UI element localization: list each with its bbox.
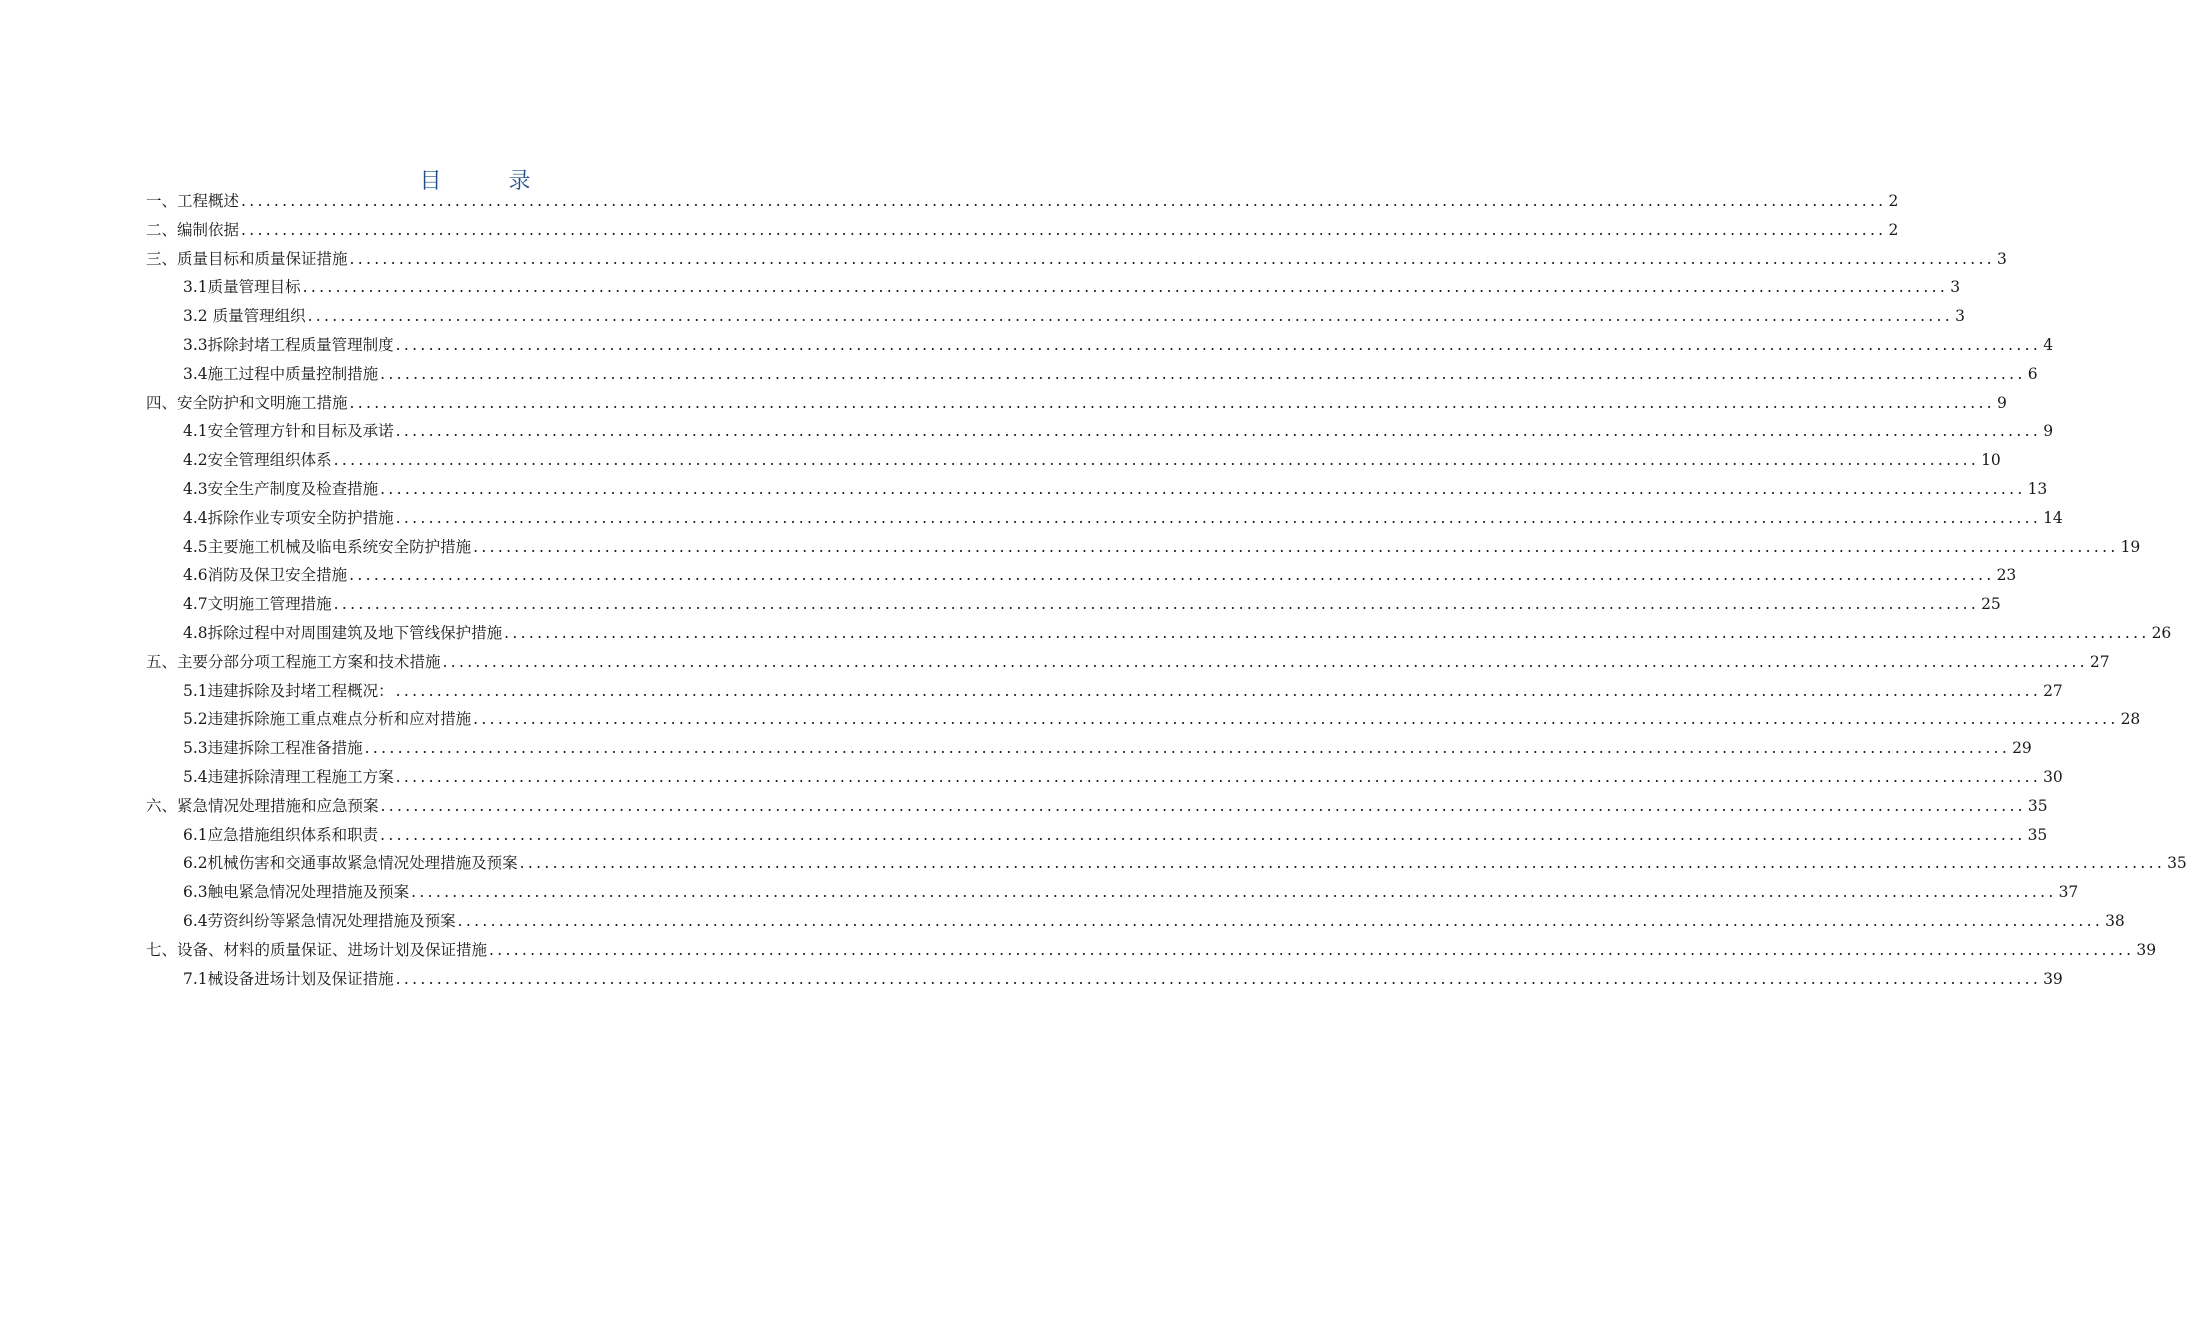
toc-entry-label: 二、编制依据 (146, 220, 240, 239)
toc-entry-label: 7.1械设备进场计划及保证措施 (183, 969, 394, 988)
toc-dot-leader: ........................................................................................................................................................................................................ (380, 479, 2026, 498)
toc-entry-page-number: 25 (1981, 595, 2001, 614)
toc-entry-page-number: 28 (2120, 710, 2141, 729)
toc-dot-leader: ........................................................................................................................................................................................................ (489, 940, 2135, 959)
toc-entry-page-number: 9 (2043, 422, 2054, 441)
toc-dot-leader: ........................................................................................................................................................................................................ (307, 307, 1953, 326)
table-of-contents (146, 187, 2187, 993)
toc-dot-leader: ........................................................................................................................................................................................................ (395, 767, 2042, 786)
toc-entry[interactable] (146, 360, 2038, 389)
toc-entry-page-number: 23 (1996, 566, 2017, 585)
toc-entry-label: 3.3拆除封堵工程质量管理制度 (183, 335, 394, 354)
toc-entry-page-number: 35 (2027, 825, 2048, 844)
toc-entry-label: 6.1应急措施组织体系和职责 (183, 825, 379, 844)
toc-entry-page-number: 3 (1997, 249, 2007, 268)
toc-dot-leader: ........................................................................................................................................................................................................ (380, 364, 2026, 383)
toc-dot-leader: ........................................................................................................................................................................................................ (504, 623, 2150, 642)
toc-entry-label: 5.2违建拆除施工重点难点分析和应对措施 (183, 710, 472, 729)
toc-entry-label: 六、紧急情况处理措施和应急预案 (146, 796, 379, 815)
toc-entry-page-number: 37 (2058, 883, 2079, 902)
toc-entry-page-number: 38 (2105, 911, 2125, 930)
toc-entry[interactable] (146, 907, 2125, 936)
toc-entry[interactable] (146, 216, 1899, 245)
toc-entry-label: 5.4违建拆除清理工程施工方案 (183, 767, 394, 786)
toc-dot-leader: ........................................................................................................................................................................................................ (442, 652, 2088, 671)
toc-entry-page-number: 14 (2043, 508, 2063, 527)
toc-entry-label: 4.6消防及保卫安全措施 (183, 566, 348, 585)
toc-entry-label: 6.4劳资纠纷等紧急情况处理措施及预案 (183, 911, 456, 930)
toc-entry-label: 一、工程概述 (146, 192, 240, 210)
toc-entry[interactable] (146, 734, 2032, 763)
toc-entry-label: 4.5主要施工机械及临电系统安全防护措施 (183, 537, 472, 556)
toc-dot-leader: ........................................................................................................................................................................................................ (333, 451, 1980, 470)
toc-dot-leader: ........................................................................................................................................................................................................ (349, 566, 1995, 585)
toc-entry-label: 3.2 质量管理组织 (183, 307, 306, 326)
toc-dot-leader: ........................................................................................................................................................................................................ (333, 595, 1980, 614)
toc-entry[interactable] (146, 849, 2187, 878)
toc-entry-label: 6.3触电紧急情况处理措施及预案 (183, 883, 410, 902)
toc-entry-label: 四、安全防护和文明施工措施 (146, 393, 348, 412)
toc-entry-page-number: 35 (2167, 854, 2187, 873)
toc-entry-label: 5.1违建拆除及封堵工程概况： (183, 681, 394, 700)
toc-dot-leader: ........................................................................................................................................................................................................ (380, 796, 2026, 815)
toc-dot-leader: ........................................................................................................................................................................................................ (364, 739, 2011, 758)
toc-entry[interactable] (146, 821, 2048, 850)
toc-title: 目 录 (419, 168, 561, 194)
toc-entry-label: 4.8拆除过程中对周围建筑及地下管线保护措施 (183, 623, 503, 642)
toc-entry-page-number: 9 (1997, 393, 2007, 412)
toc-entry-label: 6.2机械伤害和交通事故紧急情况处理措施及预案 (183, 854, 518, 873)
toc-entry[interactable] (146, 533, 2141, 562)
toc-entry-label: 4.2安全管理组织体系 (183, 451, 332, 470)
toc-entry[interactable] (146, 561, 2017, 590)
toc-entry-page-number: 27 (2089, 652, 2110, 671)
toc-entry[interactable] (146, 245, 2007, 274)
toc-dot-leader: ........................................................................................................................................................................................................ (380, 825, 2026, 844)
toc-entry-page-number: 10 (1981, 451, 2001, 470)
toc-dot-leader: ........................................................................................................................................................................................................ (302, 278, 1949, 297)
toc-entry-page-number: 26 (2151, 623, 2172, 642)
toc-entry[interactable] (146, 417, 2054, 446)
toc-entry-label: 5.3违建拆除工程准备措施 (183, 739, 363, 758)
toc-entry-page-number: 3 (1955, 307, 1965, 326)
toc-entry-page-number: 39 (2043, 969, 2063, 988)
toc-entry-label: 五、主要分部分项工程施工方案和技术措施 (146, 652, 441, 671)
toc-entry-page-number: 6 (2027, 364, 2038, 383)
toc-entry[interactable] (146, 446, 2001, 475)
toc-entry-page-number: 4 (2043, 335, 2054, 354)
toc-entry[interactable] (146, 936, 2157, 965)
toc-dot-leader: ........................................................................................................................................................................................................ (395, 969, 2042, 988)
toc-entry-page-number: 2 (1888, 192, 1899, 210)
toc-entry-page-number: 13 (2027, 479, 2048, 498)
toc-entry[interactable] (146, 590, 2001, 619)
toc-entry-page-number: 35 (2027, 796, 2048, 815)
toc-entry[interactable] (146, 648, 2110, 677)
toc-dot-leader: ........................................................................................................................................................................................................ (457, 911, 2104, 930)
toc-dot-leader: ........................................................................................................................................................................................................ (395, 508, 2042, 527)
toc-entry-label: 3.1质量管理目标 (183, 278, 301, 297)
toc-entry-label: 三、质量目标和质量保证措施 (146, 249, 348, 268)
toc-entry-page-number: 39 (2136, 940, 2157, 959)
toc-entry[interactable] (146, 792, 2048, 821)
toc-dot-leader: ........................................................................................................................................................................................................ (241, 192, 1887, 210)
toc-entry[interactable] (146, 677, 2063, 706)
toc-dot-leader: ........................................................................................................................................................................................................ (395, 681, 2042, 700)
toc-entry[interactable] (146, 302, 1965, 331)
toc-entry-page-number: 3 (1950, 278, 1961, 297)
toc-dot-leader: ........................................................................................................................................................................................................ (395, 335, 2042, 354)
toc-entry-label: 4.1安全管理方针和目标及承诺 (183, 422, 394, 441)
toc-dot-leader: ........................................................................................................................................................................................................ (473, 537, 2119, 556)
toc-entry[interactable] (146, 878, 2079, 907)
toc-entry-page-number: 27 (2043, 681, 2063, 700)
toc-entry-page-number: 2 (1888, 220, 1899, 239)
toc-entry[interactable] (146, 504, 2063, 533)
toc-entry-page-number: 29 (2012, 739, 2032, 758)
toc-dot-leader: ........................................................................................................................................................................................................ (349, 393, 1995, 412)
toc-entry-label: 4.3安全生产制度及检查措施 (183, 479, 379, 498)
toc-entry[interactable] (146, 763, 2063, 792)
toc-dot-leader: ........................................................................................................................................................................................................ (411, 883, 2057, 902)
toc-entry[interactable] (146, 187, 1899, 216)
toc-dot-leader: ........................................................................................................................................................................................................ (349, 249, 1995, 268)
toc-entry-label: 七、设备、材料的质量保证、进场计划及保证措施 (146, 940, 488, 959)
toc-entry[interactable] (146, 389, 2007, 418)
toc-entry[interactable] (146, 475, 2048, 504)
toc-dot-leader: ........................................................................................................................................................................................................ (519, 854, 2166, 873)
toc-entry-page-number: 19 (2120, 537, 2141, 556)
toc-entry-label: 3.4施工过程中质量控制措施 (183, 364, 379, 383)
toc-entry-label: 4.4拆除作业专项安全防护措施 (183, 508, 394, 527)
toc-entry-page-number: 30 (2043, 767, 2063, 786)
toc-entry[interactable] (146, 965, 2063, 994)
toc-entry[interactable] (146, 331, 2054, 360)
toc-dot-leader: ........................................................................................................................................................................................................ (241, 220, 1887, 239)
toc-entry[interactable] (146, 273, 1961, 302)
toc-entry[interactable] (146, 619, 2172, 648)
toc-dot-leader: ........................................................................................................................................................................................................ (395, 422, 2042, 441)
toc-entry-label: 4.7文明施工管理措施 (183, 595, 332, 614)
toc-entry[interactable] (146, 705, 2141, 734)
toc-dot-leader: ........................................................................................................................................................................................................ (473, 710, 2119, 729)
